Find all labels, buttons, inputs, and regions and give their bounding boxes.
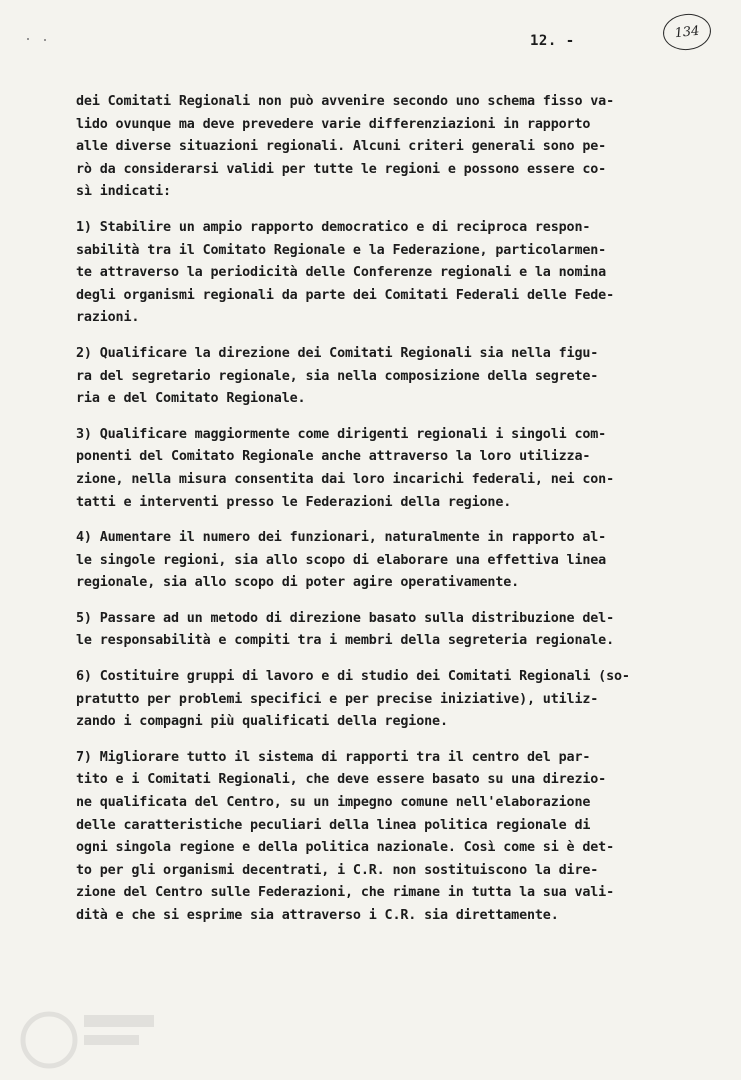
text-line: ogni singola regione e della politica nazionale. Così come si è det- <box>76 840 615 856</box>
paper-speck <box>27 38 29 40</box>
text-line: ponenti del Comitato Regionale anche attraverso la loro utilizza- <box>76 449 591 465</box>
text-line: 7) Migliorare tutto il sistema di rapporti tra il centro del par- <box>76 749 591 765</box>
text-line: ra del segretario regionale, sia nella composizione della segrete- <box>76 368 599 384</box>
text-line: 2) Qualificare la direzione dei Comitati Regionali sia nella figu- <box>76 345 599 361</box>
text-line: 3) Qualificare maggiormente come dirigenti regionali i singoli com- <box>76 426 607 442</box>
archive-stamp: 134 <box>661 12 713 53</box>
text-line: zando i compagni più qualificati della regione. <box>76 714 448 730</box>
text-line: rò da considerarsi validi per tutte le regioni e possono essere co- <box>76 161 607 177</box>
text-line: alle diverse situazioni regionali. Alcuni criteri generali sono pe- <box>76 139 607 155</box>
text-line: tatti e interventi presso le Federazioni della regione. <box>76 494 512 510</box>
text-line: delle caratteristiche peculiari della linea politica regionale di <box>76 817 591 833</box>
text-line: lido ovunque ma deve prevedere varie differenziazioni in rapporto <box>76 116 591 132</box>
numbered-paragraph-4 <box>76 527 688 595</box>
page-number: 12. - <box>530 33 575 49</box>
text-line: 1) Stabilire un ampio rapporto democratico e di reciproca respon- <box>76 219 591 235</box>
text-line: pratutto per problemi specifici e per precise iniziative), utiliz- <box>76 691 599 707</box>
numbered-paragraph-2 <box>76 343 688 411</box>
text-line: ria e del Comitato Regionale. <box>76 391 306 407</box>
text-line: zione del Centro sulle Federazioni, che rimane in tutta la sua vali- <box>76 885 615 901</box>
numbered-paragraph-5 <box>76 608 688 653</box>
text-line: degli organismi regionali da parte dei Comitati Federali delle Fede- <box>76 287 615 303</box>
numbered-paragraph-3 <box>76 424 688 514</box>
text-line: ne qualificata del Centro, su un impegno comune nell'elaborazione <box>76 795 591 811</box>
paper-speck <box>44 39 46 41</box>
text-line: to per gli organismi decentrati, i C.R. non sostituiscono la dire- <box>76 862 599 878</box>
text-line: sì indicati: <box>76 184 171 200</box>
text-line: 4) Aumentare il numero dei funzionari, naturalmente in rapporto al- <box>76 530 607 546</box>
text-line: sabilità tra il Comitato Regionale e la Federazione, particolarmen- <box>76 242 607 258</box>
intro-paragraph <box>76 91 688 204</box>
document-body <box>76 91 688 941</box>
text-line: zione, nella misura consentita dai loro incarichi federali, nei con- <box>76 471 615 487</box>
text-line: le singole regioni, sia allo scopo di elaborare una effettiva linea <box>76 552 607 568</box>
text-line: 6) Costituire gruppi di lavoro e di studio dei Comitati Regionali (so- <box>76 669 630 685</box>
text-line: dità e che si esprime sia attraverso i C.R. sia direttamente. <box>76 908 559 923</box>
text-line: regionale, sia allo scopo di poter agire operativamente. <box>76 575 520 591</box>
text-line: tito e i Comitati Regionali, che deve essere basato su una direzio- <box>76 772 607 788</box>
text-line: le responsabilità e compiti tra i membri della segreteria regionale. <box>76 633 615 649</box>
text-line: 5) Passare ad un metodo di direzione basato sulla distribuzione del- <box>76 610 615 626</box>
text-line: te attraverso la periodicità delle Conferenze regionali e la nomina <box>76 265 607 281</box>
text-line: razioni. <box>76 310 140 326</box>
numbered-paragraph-6 <box>76 666 688 734</box>
numbered-paragraph-1 <box>76 217 688 330</box>
archive-watermark-logo <box>14 995 164 1070</box>
text-line: dei Comitati Regionali non può avvenire secondo uno schema fisso va- <box>76 94 615 109</box>
numbered-paragraph-7 <box>76 747 688 928</box>
